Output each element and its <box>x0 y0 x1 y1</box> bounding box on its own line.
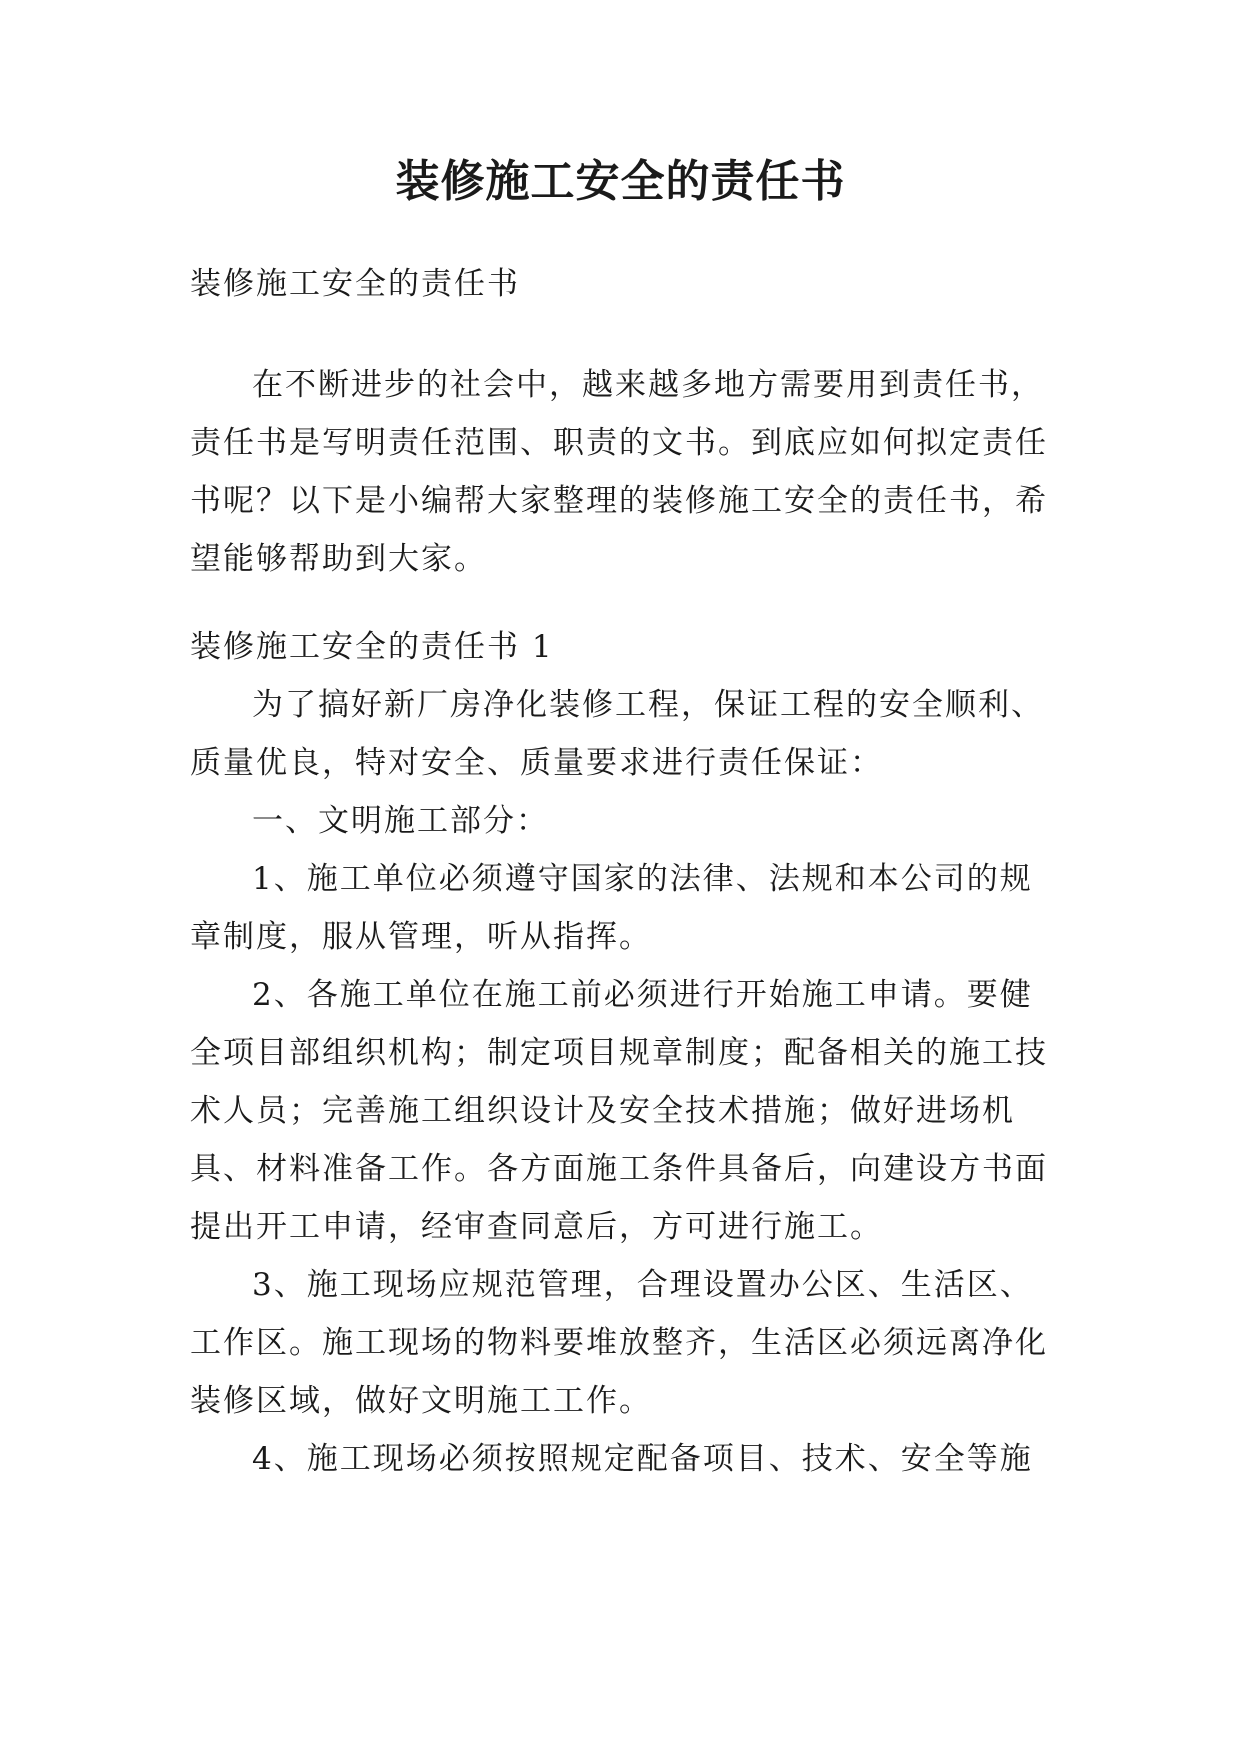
document-subtitle: 装修施工安全的责任书 <box>190 266 520 302</box>
body-paragraph: 4、施工现场必须按照规定配备项目、技术、安全等施 <box>252 1441 1033 1477</box>
body-paragraph: 2、各施工单位在施工前必须进行开始施工申请。要健全项目部组织机构；制定项目规章制度；配备相关的施工技术人员；完善施工组织设计及安全技术措施；做好进场机具、材料准备工作。各方面施工条件具备后，向建设方书面提出开工申请，经审查同意后，方可进行施工。 <box>190 977 1048 1245</box>
document-title: 装修施工安全的责任书 <box>395 156 846 207</box>
body-paragraph: 一、文明施工部分： <box>252 803 549 839</box>
body-paragraph: 1、施工单位必须遵守国家的法律、法规和本公司的规章制度，服从管理，听从指挥。 <box>190 861 1033 955</box>
body-paragraph: 3、施工现场应规范管理，合理设置办公区、生活区、工作区。施工现场的物料要堆放整齐，生活区必须远离净化装修区域，做好文明施工工作。 <box>190 1267 1048 1419</box>
section-1-body <box>190 676 1050 1488</box>
section-heading-1: 装修施工安全的责任书 1 <box>190 629 554 665</box>
intro-block <box>190 356 1050 588</box>
intro-paragraph: 在不断进步的社会中，越来越多地方需要用到责任书，责任书是写明责任范围、职责的文书。到底应如何拟定责任书呢？以下是小编帮大家整理的装修施工安全的责任书，希望能够帮助到大家。 <box>190 367 1048 577</box>
body-paragraph: 为了搞好新厂房净化装修工程，保证工程的安全顺利、质量优良，特对安全、质量要求进行责任保证： <box>190 687 1044 781</box>
